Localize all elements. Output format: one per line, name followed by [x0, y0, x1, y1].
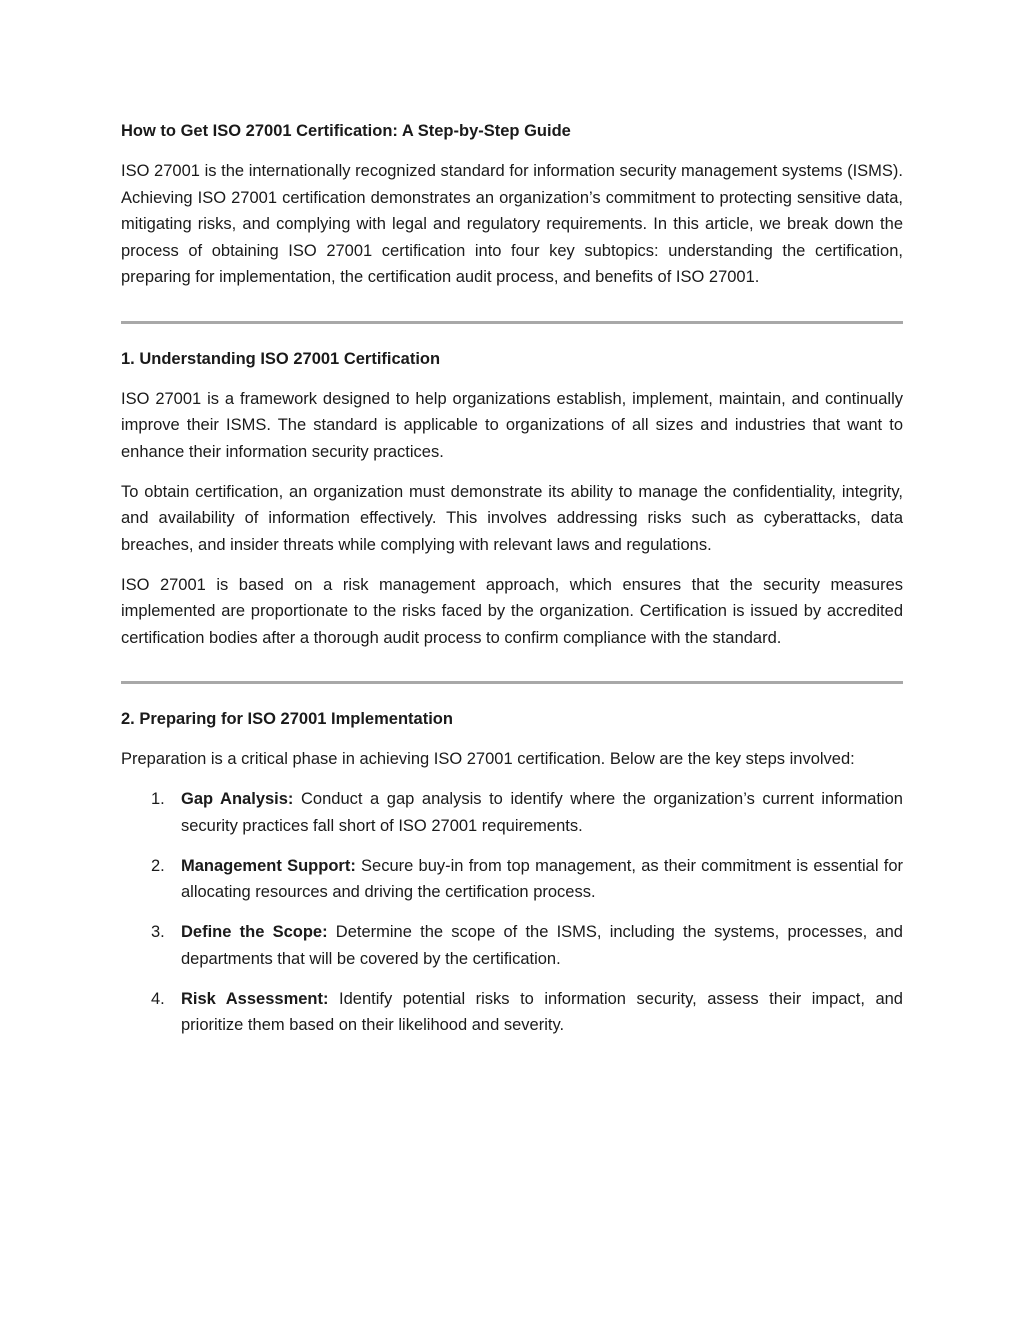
section-1-paragraph: ISO 27001 is a framework designed to help organizations establish, implement, maintain, and continually improve their ISMS. The standard is applicable to organizations of all sizes and industries that want to enhance their information security practices.	[121, 389, 903, 461]
section-divider	[121, 681, 903, 684]
intro-paragraph: ISO 27001 is the internationally recognized standard for information security management systems (ISMS). Achieving ISO 27001 certification demonstrates an organization’s commitment to protecting sensitive data, mitigating risks, and complying with legal and regulatory requirements. In this article, we break down the process of obtaining ISO 27001 certification into four key subtopics: understanding the certification, preparing for implementation, the certification audit process, and benefits of ISO 27001.	[121, 162, 903, 286]
list-item-text: Conduct a gap analysis to identify where the organization’s current information security practices fall short of ISO 27001 requirements.	[181, 790, 903, 835]
list-item-label: Risk Assessment:	[181, 989, 329, 1008]
section-divider	[121, 321, 903, 324]
list-item-label: Management Support:	[181, 856, 356, 875]
section-2-intro: Preparation is a critical phase in achieving ISO 27001 certification. Below are the key steps involved:	[121, 750, 855, 768]
list-item-number: 2.	[151, 856, 165, 875]
list-item-text: Determine the scope of the ISMS, including the systems, processes, and departments that will be covered by the certification.	[181, 923, 903, 968]
section-1-paragraph: To obtain certification, an organization must demonstrate its ability to manage the confidentiality, integrity, and availability of information effectively. This involves addressing risks such as cyberattacks, data breaches, and insider threats while complying with relevant laws and regulations.	[121, 482, 903, 554]
steps-list	[121, 786, 903, 1039]
list-item-text: Identify potential risks to information security, assess their impact, and prioritize them based on their likelihood and severity.	[181, 989, 903, 1034]
list-item-number: 1.	[151, 790, 165, 808]
list-item	[121, 853, 903, 906]
list-item-number: 3.	[151, 923, 165, 941]
list-item	[121, 986, 903, 1039]
list-item-label: Gap Analysis:	[181, 790, 294, 808]
document-page	[121, 118, 903, 1052]
list-item	[121, 919, 903, 972]
list-item	[121, 786, 903, 839]
document-title: How to Get ISO 27001 Certification: A Step-by-Step Guide	[121, 122, 571, 140]
section-1-heading: 1. Understanding ISO 27001 Certification	[121, 349, 441, 368]
section-1-paragraph: ISO 27001 is based on a risk management approach, which ensures that the security measures implemented are proportionate to the risks faced by the organization. Certification is issued by accredited certification bodies after a thorough audit process to confirm compliance with the standard.	[121, 575, 903, 647]
section-2-heading: 2. Preparing for ISO 27001 Implementation	[121, 710, 453, 728]
list-item-label: Define the Scope:	[181, 923, 328, 941]
list-item-number: 4.	[151, 989, 165, 1008]
list-item-text: Secure buy-in from top management, as their commitment is essential for allocating resources and driving the certification process.	[181, 856, 903, 901]
